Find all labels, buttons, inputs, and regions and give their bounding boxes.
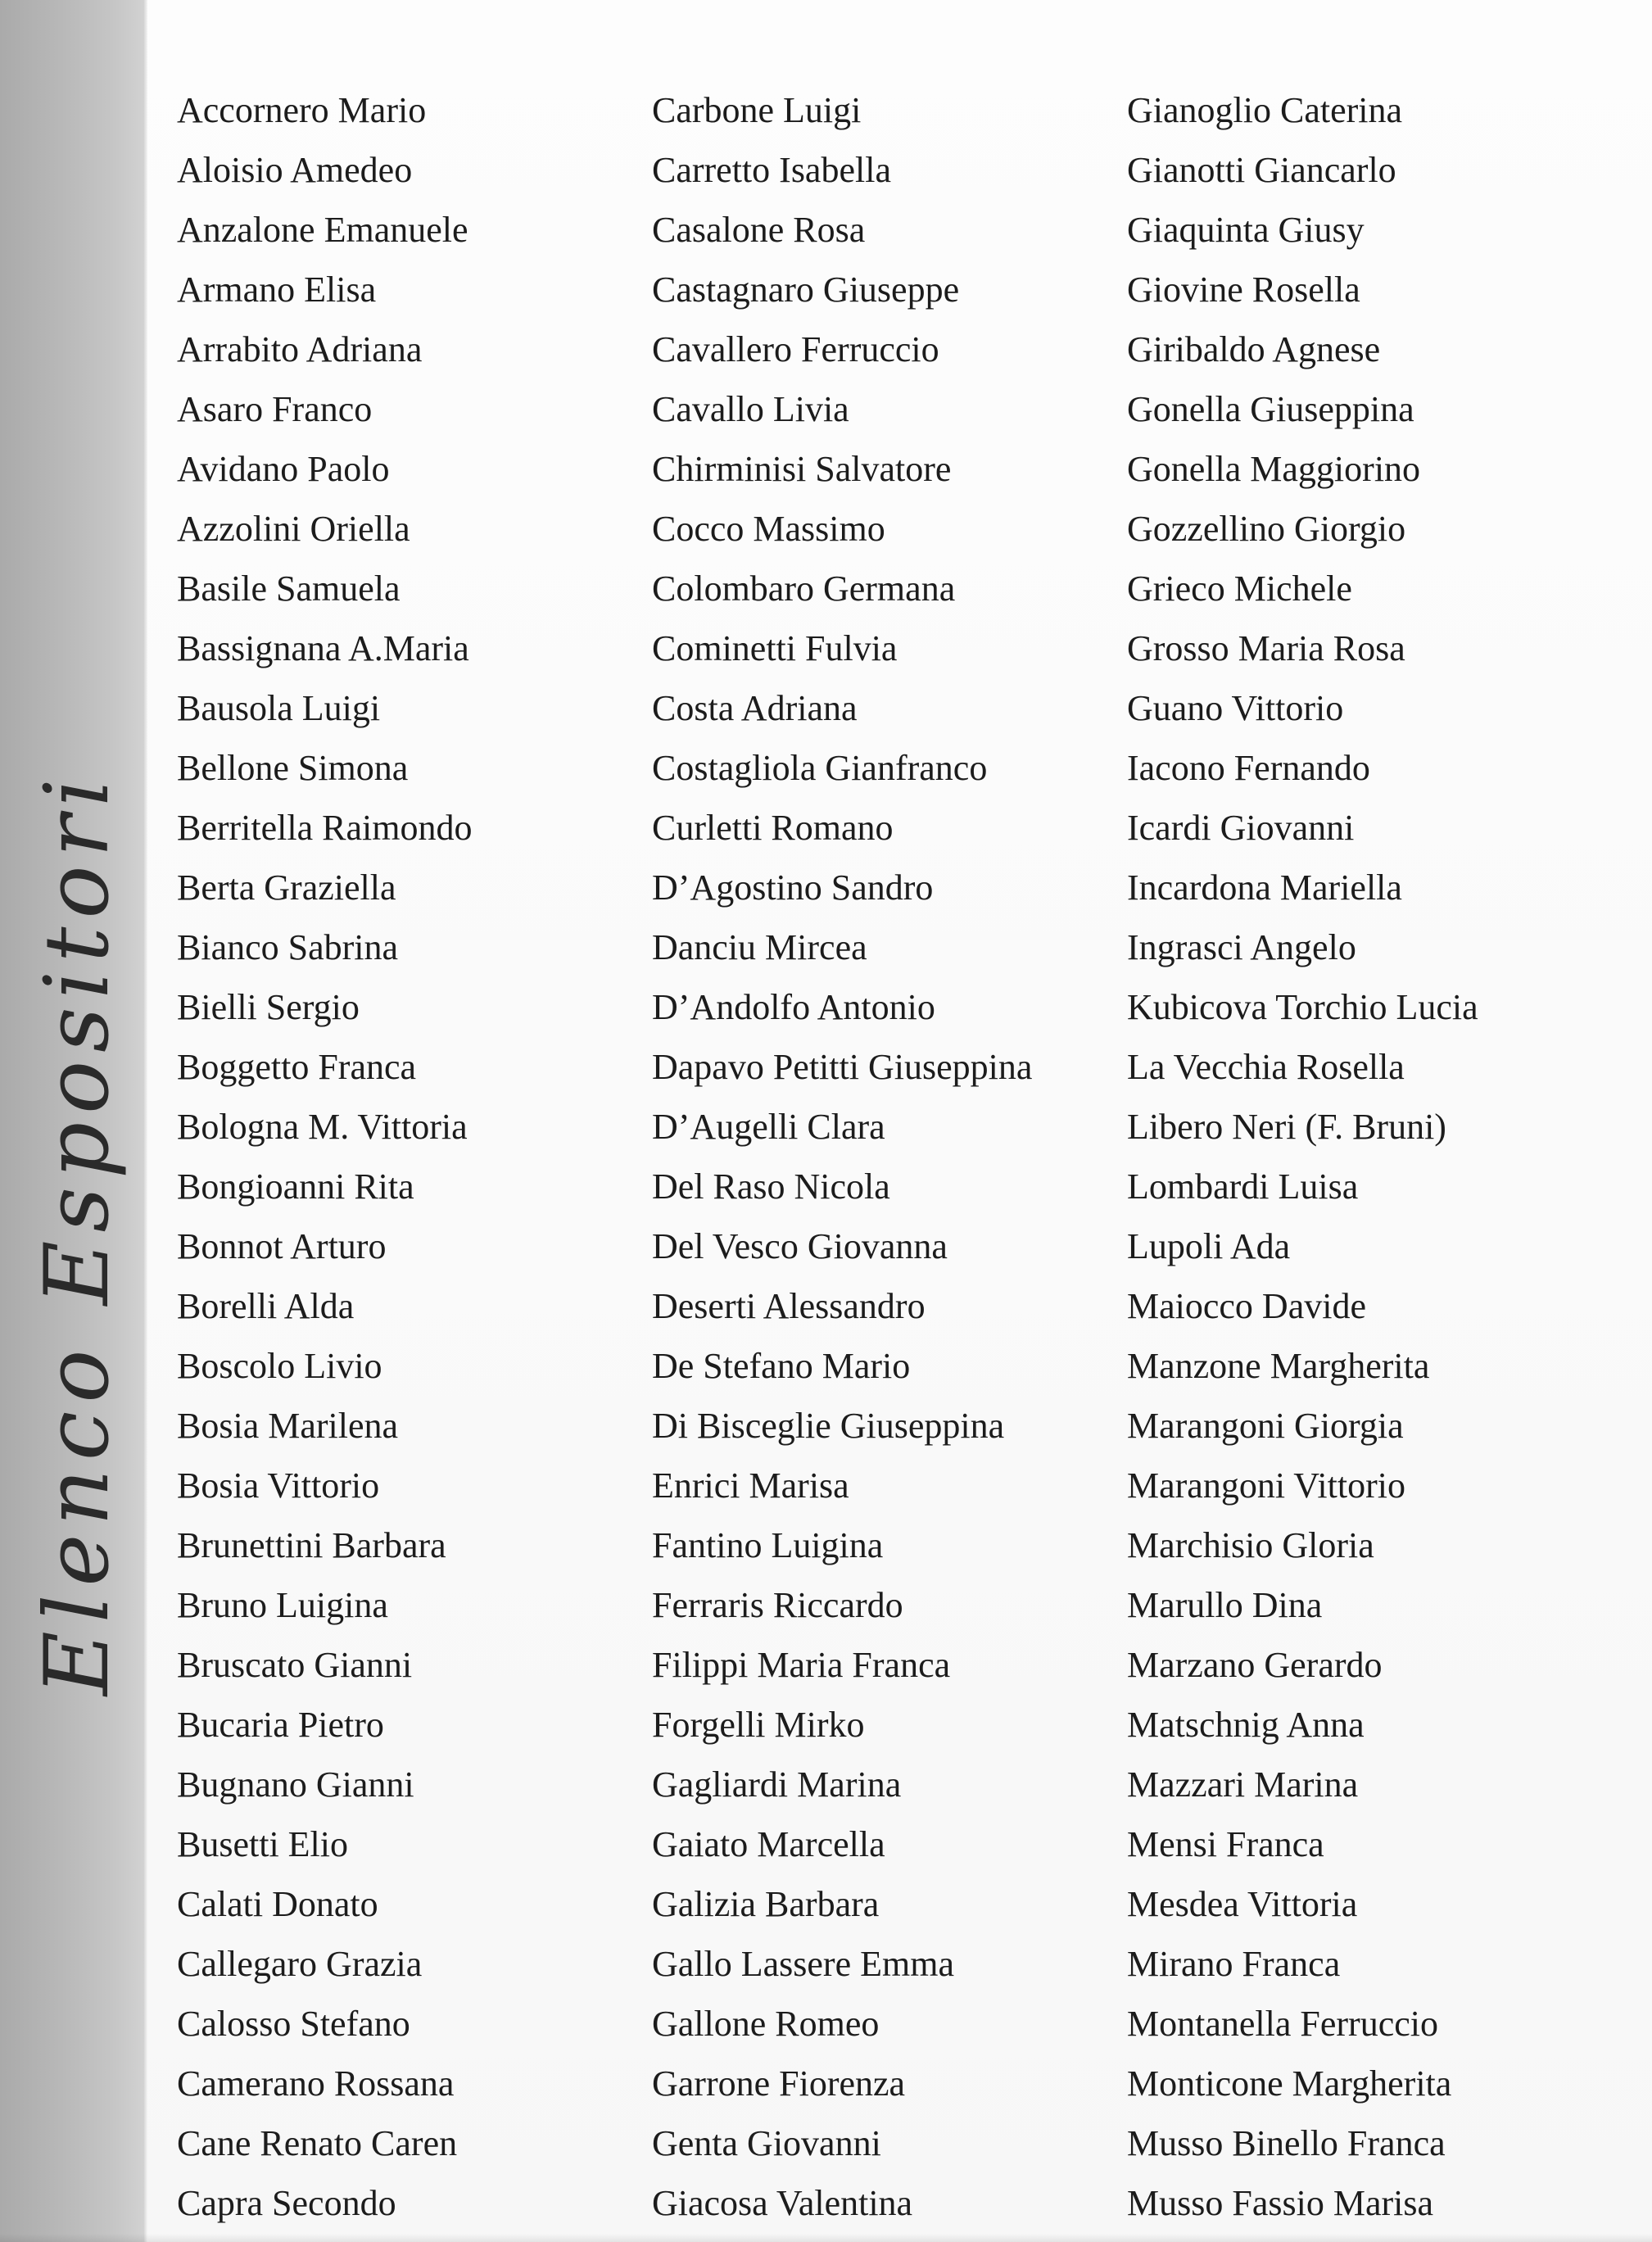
- exhibitor-name: Filippi Maria Franca: [652, 1645, 951, 1685]
- exhibitor-name: Costagliola Gianfranco: [652, 748, 988, 788]
- exhibitor-name: Bianco Sabrina: [177, 927, 399, 967]
- exhibitor-name: Bosia Marilena: [177, 1406, 399, 1446]
- exhibitor-name: Chirminisi Salvatore: [652, 449, 952, 489]
- exhibitor-name: Busetti Elio: [177, 1824, 348, 1864]
- exhibitor-name: Icardi Giovanni: [1127, 808, 1355, 848]
- exhibitor-name: Mensi Franca: [1127, 1824, 1324, 1864]
- exhibitor-name: Boggetto Franca: [177, 1047, 417, 1087]
- exhibitor-name: Ferraris Riccardo: [652, 1585, 903, 1625]
- exhibitor-name: Avidano Paolo: [177, 449, 390, 489]
- exhibitor-name: Maiocco Davide: [1127, 1286, 1366, 1326]
- exhibitor-name: Boscolo Livio: [177, 1346, 382, 1386]
- exhibitor-name: Camerano Rossana: [177, 2063, 455, 2104]
- exhibitor-name: Kubicova Torchio Lucia: [1127, 987, 1478, 1027]
- exhibitor-name: Bonnot Arturo: [177, 1226, 387, 1266]
- exhibitor-name: Del Vesco Giovanna: [652, 1226, 948, 1266]
- exhibitor-name: Marangoni Vittorio: [1127, 1465, 1405, 1506]
- exhibitor-name: Cocco Massimo: [652, 509, 885, 549]
- exhibitor-name: Forgelli Mirko: [652, 1705, 865, 1745]
- exhibitor-name: Callegaro Grazia: [177, 1944, 423, 1984]
- exhibitor-name: Enrici Marisa: [652, 1465, 849, 1506]
- exhibitor-name: Gaiato Marcella: [652, 1824, 885, 1864]
- exhibitor-name: Gallo Lassere Emma: [652, 1944, 954, 1984]
- exhibitor-name: Libero Neri (F. Bruni): [1127, 1107, 1446, 1147]
- exhibitor-name: Cane Renato Caren: [177, 2123, 458, 2163]
- exhibitor-name: Basile Samuela: [177, 568, 401, 609]
- exhibitor-name: Bosia Vittorio: [177, 1465, 380, 1506]
- exhibitor-name: Incardona Mariella: [1127, 867, 1402, 908]
- exhibitor-name: Mesdea Vittoria: [1127, 1884, 1358, 1924]
- exhibitor-name: Giacosa Valentina: [652, 2183, 913, 2223]
- exhibitor-name: Genta Giovanni: [652, 2123, 881, 2163]
- exhibitor-name: Calati Donato: [177, 1884, 378, 1924]
- exhibitor-name: Azzolini Oriella: [177, 509, 410, 549]
- exhibitor-name: Deserti Alessandro: [652, 1286, 926, 1326]
- exhibitor-name: Marangoni Giorgia: [1127, 1406, 1404, 1446]
- exhibitor-name: Del Raso Nicola: [652, 1166, 890, 1207]
- exhibitor-name: Berritella Raimondo: [177, 808, 473, 848]
- exhibitor-name: Marchisio Gloria: [1127, 1525, 1374, 1565]
- exhibitor-name: Casalone Rosa: [652, 210, 866, 250]
- exhibitor-name: Dapavo Petitti Giuseppina: [652, 1047, 1033, 1087]
- exhibitor-name: Lombardi Luisa: [1127, 1166, 1359, 1207]
- exhibitor-name: Curletti Romano: [652, 808, 894, 848]
- exhibitor-name: Cavallero Ferruccio: [652, 329, 939, 369]
- exhibitor-name: D’Augelli Clara: [652, 1107, 885, 1147]
- exhibitor-name: Gagliardi Marina: [652, 1764, 902, 1805]
- exhibitor-name: Gianotti Giancarlo: [1127, 150, 1396, 190]
- exhibitor-name: Bologna M. Vittoria: [177, 1107, 468, 1147]
- exhibitor-name: Brunettini Barbara: [177, 1525, 446, 1565]
- exhibitor-name: Gonella Maggiorino: [1127, 449, 1421, 489]
- exhibitor-name: Grosso Maria Rosa: [1127, 628, 1405, 668]
- name-column-2: [652, 80, 1111, 2233]
- name-column-1: [177, 80, 636, 2233]
- exhibitor-name: Mazzari Marina: [1127, 1764, 1359, 1805]
- name-column-3: [1127, 80, 1618, 2233]
- exhibitor-name: Cominetti Fulvia: [652, 628, 898, 668]
- exhibitor-name: Colombaro Germana: [652, 568, 956, 609]
- exhibitor-name: Aloisio Amedeo: [177, 150, 413, 190]
- exhibitor-name: Bassignana A.Maria: [177, 628, 469, 668]
- exhibitor-name: Fantino Luigina: [652, 1525, 884, 1565]
- exhibitor-name: Monticone Margherita: [1127, 2063, 1452, 2104]
- exhibitor-name: Bielli Sergio: [177, 987, 360, 1027]
- page-bottom-shadow: [0, 2234, 1652, 2242]
- side-band-edge: [144, 0, 147, 2242]
- exhibitor-name: Giribaldo Agnese: [1127, 329, 1381, 369]
- exhibitor-name: Costa Adriana: [652, 688, 858, 728]
- exhibitor-name: Carbone Luigi: [652, 90, 862, 130]
- exhibitor-name: Gallone Romeo: [652, 2004, 880, 2044]
- exhibitor-name: Cavallo Livia: [652, 389, 849, 429]
- exhibitor-name: Bongioanni Rita: [177, 1166, 414, 1207]
- exhibitor-name: Guano Vittorio: [1127, 688, 1344, 728]
- exhibitor-name: Carretto Isabella: [652, 150, 891, 190]
- exhibitor-name: Arrabito Adriana: [177, 329, 423, 369]
- exhibitor-name: Berta Graziella: [177, 867, 396, 908]
- exhibitor-name: Bausola Luigi: [177, 688, 381, 728]
- exhibitor-name: Bucaria Pietro: [177, 1705, 384, 1745]
- exhibitor-name: Armano Elisa: [177, 269, 377, 310]
- exhibitor-name: Bruscato Gianni: [177, 1645, 413, 1685]
- exhibitor-name: D’Andolfo Antonio: [652, 987, 935, 1027]
- exhibitor-name: Montanella Ferruccio: [1127, 2004, 1438, 2044]
- exhibitor-name: D’Agostino Sandro: [652, 867, 934, 908]
- exhibitor-name: Galizia Barbara: [652, 1884, 880, 1924]
- exhibitor-name: La Vecchia Rosella: [1127, 1047, 1405, 1087]
- exhibitor-name: Giaquinta Giusy: [1127, 210, 1365, 250]
- exhibitor-name: Accornero Mario: [177, 90, 427, 130]
- exhibitor-name: Anzalone Emanuele: [177, 210, 468, 250]
- side-title: Elenco Espositori: [26, 770, 129, 1696]
- exhibitor-name: Danciu Mircea: [652, 927, 867, 967]
- exhibitor-name: Marullo Dina: [1127, 1585, 1323, 1625]
- exhibitor-name: Bellone Simona: [177, 748, 409, 788]
- exhibitor-name: Ingrasci Angelo: [1127, 927, 1356, 967]
- exhibitor-name: Giovine Rosella: [1127, 269, 1360, 310]
- exhibitor-name: Calosso Stefano: [177, 2004, 410, 2044]
- exhibitor-name: Bugnano Gianni: [177, 1764, 414, 1805]
- exhibitor-name: De Stefano Mario: [652, 1346, 911, 1386]
- exhibitor-name: Borelli Alda: [177, 1286, 355, 1326]
- exhibitor-name: Matschnig Anna: [1127, 1705, 1365, 1745]
- exhibitor-name: Mirano Franca: [1127, 1944, 1341, 1984]
- exhibitor-name: Lupoli Ada: [1127, 1226, 1291, 1266]
- exhibitor-name: Asaro Franco: [177, 389, 373, 429]
- exhibitor-name: Gianoglio Caterina: [1127, 90, 1403, 130]
- exhibitor-name: Castagnaro Giuseppe: [652, 269, 960, 310]
- exhibitor-name: Di Bisceglie Giuseppina: [652, 1406, 1005, 1446]
- exhibitor-name: Musso Fassio Marisa: [1127, 2183, 1434, 2223]
- exhibitor-name: Garrone Fiorenza: [652, 2063, 906, 2104]
- exhibitor-name: Grieco Michele: [1127, 568, 1352, 609]
- exhibitor-name: Capra Secondo: [177, 2183, 396, 2223]
- exhibitor-name: Bruno Luigina: [177, 1585, 388, 1625]
- exhibitor-name: Manzone Margherita: [1127, 1346, 1430, 1386]
- exhibitor-name: Gonella Giuseppina: [1127, 389, 1414, 429]
- exhibitor-name: Gozzellino Giorgio: [1127, 509, 1406, 549]
- exhibitor-name: Marzano Gerardo: [1127, 1645, 1383, 1685]
- exhibitor-name: Musso Binello Franca: [1127, 2123, 1446, 2163]
- exhibitor-name: Iacono Fernando: [1127, 748, 1370, 788]
